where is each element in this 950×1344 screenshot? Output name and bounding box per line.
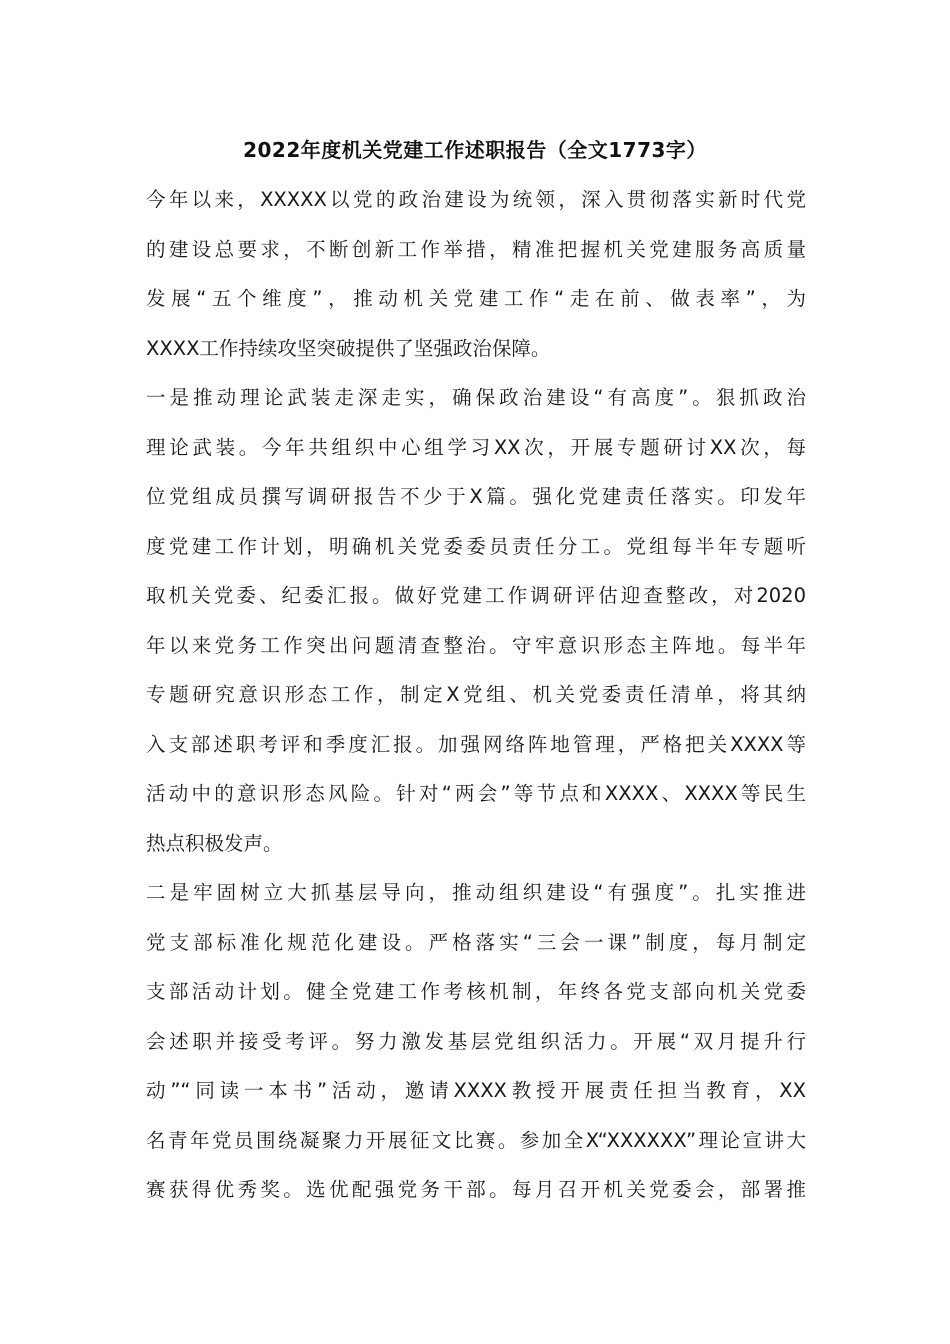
paragraph-line: 二是牢固树立大抓基层导向，推动组织建设“有强度”。扎实推进: [146, 881, 806, 904]
paragraph-line: 赛获得优秀奖。选优配强党务干部。每月召开机关党委会，部署推: [146, 1178, 806, 1201]
paragraph-line: 动”“同读一本书”活动，邀请XXXX教授开展责任担当教育，XX: [146, 1079, 806, 1102]
document-title: 2022年度机关党建工作述职报告（全文1773字）: [243, 138, 707, 162]
paragraph-line: 党支部标准化规范化建设。严格落实“三会一课”制度，每月制定: [146, 930, 806, 954]
paragraph-line: 取机关党委、纪委汇报。做好党建工作调研评估迎查整改，对2020: [146, 584, 806, 607]
paragraph-line: 的建设总要求，不断创新工作举措，精准把握机关党建服务高质量: [146, 237, 806, 261]
paragraph-line: 支部活动计划。健全党建工作考核机制，年终各党支部向机关党委: [146, 980, 806, 1003]
paragraph-line: XXXX工作持续攻坚突破提供了坚强政治保障。: [146, 336, 551, 360]
paragraph-2: [146, 378, 806, 873]
paragraph-line: 入支部述职考评和季度汇报。加强网络阵地管理，严格把关XXXX等: [146, 732, 806, 756]
paragraph-line: 活动中的意识形态风险。针对“两会”等节点和XXXX、XXXX等民生: [146, 782, 806, 805]
paragraph-3: [146, 873, 806, 1220]
paragraph-line: 一是推动理论武装走深走实，确保政治建设“有高度”。狠抓政治: [146, 386, 806, 409]
paragraph-line: 名青年党员围绕凝聚力开展征文比赛。参加全X“XXXXXX”理论宣讲大: [146, 1128, 806, 1152]
paragraph-line: 度党建工作计划，明确机关党委委员责任分工。党组每半年专题听: [146, 534, 806, 558]
paragraph-line: 专题研究意识形态工作，制定X党组、机关党委责任清单，将其纳: [146, 683, 806, 706]
paragraph-line: 今年以来，XXXXX以党的政治建设为统领，深入贯彻落实新时代党: [146, 188, 806, 211]
paragraph-line: 理论武装。今年共组织中心组学习XX次，开展专题研讨XX次，每: [146, 435, 806, 459]
paragraph-line: 年以来党务工作突出问题清查整治。守牢意识形态主阵地。每半年: [146, 633, 806, 657]
paragraph-line: 发展“五个维度”，推动机关党建工作“走在前、做表率”，为: [146, 287, 806, 310]
paragraph-line: 热点积极发声。: [146, 831, 283, 855]
paragraph-line: 位党组成员撰写调研报告不少于X篇。强化党建责任落实。印发年: [146, 485, 806, 508]
document-body: [146, 180, 806, 1220]
paragraph-line: 会述职并接受考评。努力激发基层党组织活力。开展“双月提升行: [146, 1029, 806, 1053]
paragraph-1: [146, 180, 806, 378]
